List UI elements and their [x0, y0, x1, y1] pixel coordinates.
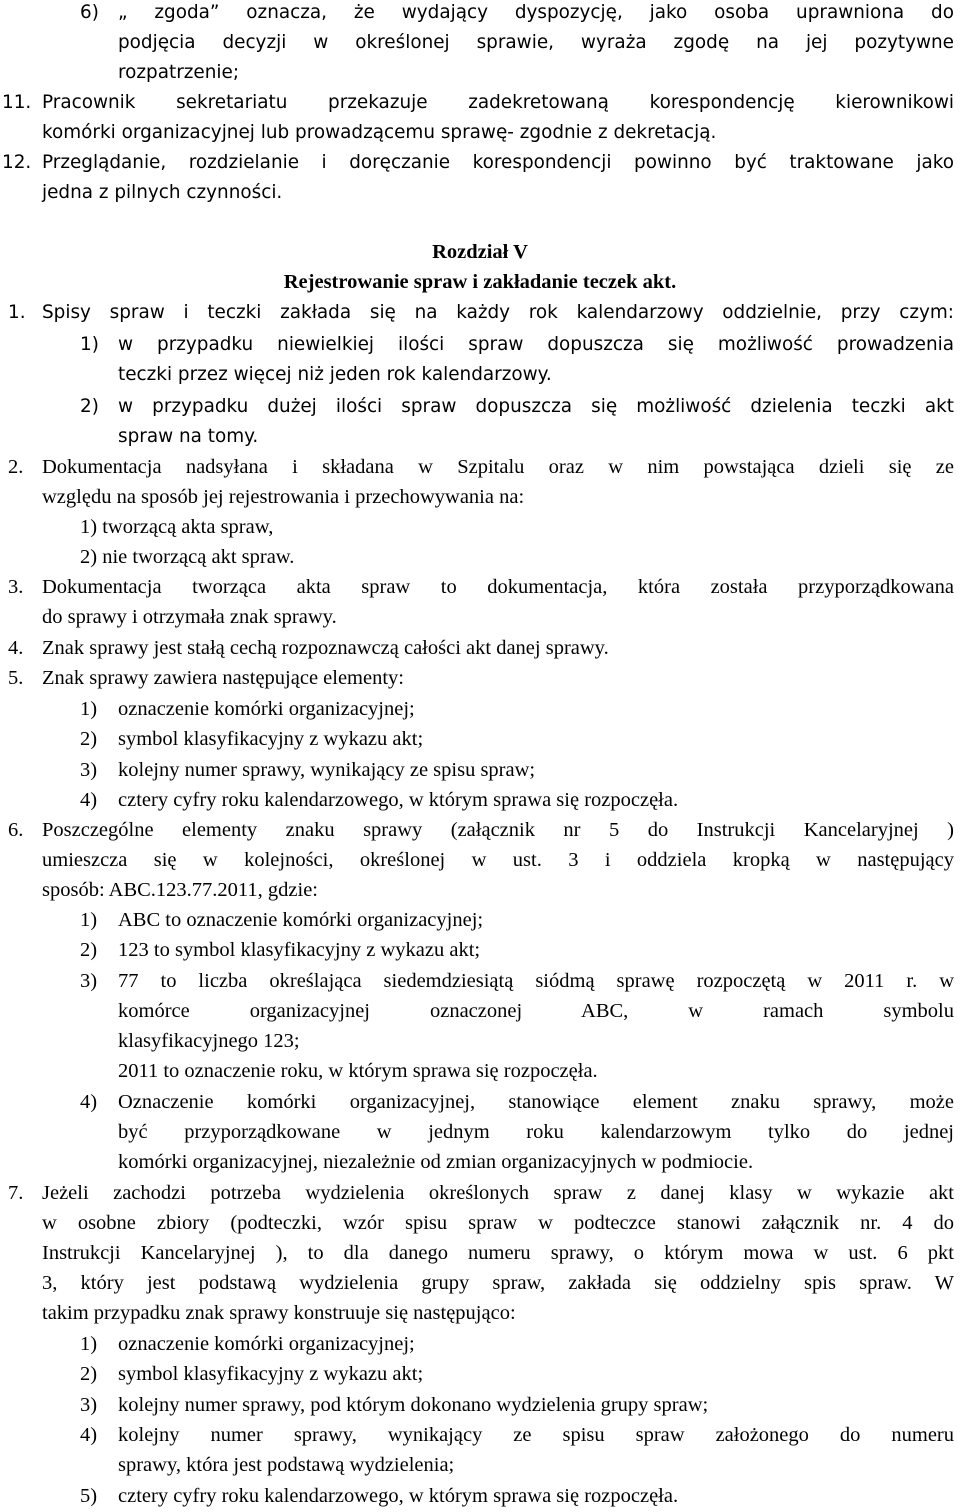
- paragraph-line: spraw na tomy.: [118, 426, 259, 447]
- list-number: 2): [80, 939, 98, 961]
- list-item: być przyporządkowane w jednym roku kalendarzowym tylko do jednej: [118, 1121, 954, 1143]
- list-item: sprawy, która jest podstawą wydzielenia;: [118, 1454, 455, 1476]
- list-number: 2): [80, 1363, 98, 1385]
- list-number: 4): [80, 789, 98, 811]
- paragraph-line: w przypadku dużej ilości spraw dopuszcza się możliwość dzielenia teczki akt: [118, 396, 954, 417]
- paragraph-line: sposób: ABC.123.77.2011, gdzie:: [42, 879, 318, 901]
- list-number: 12.: [2, 152, 32, 173]
- list-number: 1): [80, 698, 98, 720]
- list-number: 6): [80, 2, 99, 23]
- list-item: 2011 to oznaczenie roku, w którym sprawa się rozpoczęła.: [118, 1060, 598, 1082]
- list-number: 1): [80, 909, 98, 931]
- list-number: 4): [80, 1424, 98, 1446]
- chapter-heading: Rozdział V: [432, 241, 528, 263]
- list-item: klasyfikacyjnego 123;: [118, 1030, 300, 1052]
- list-item: Oznaczenie komórki organizacyjnej, stanowiące element znaku sprawy, może: [118, 1091, 954, 1113]
- list-item: oznaczenie komórki organizacyjnej;: [118, 1333, 415, 1355]
- list-item: symbol klasyfikacyjny z wykazu akt;: [118, 1363, 424, 1385]
- paragraph-line: 3, który jest podstawą wydzielenia grupy spraw, zakłada się oddzielny spis spraw. W: [42, 1272, 954, 1294]
- list-number: 11.: [2, 92, 32, 113]
- paragraph-line: Poszczególne elementy znaku sprawy (załącznik nr 5 do Instrukcji Kancelaryjnej ): [42, 819, 954, 841]
- paragraph-line: „ zgoda” oznacza, że wydający dyspozycję, jako osoba uprawniona do: [118, 2, 954, 23]
- list-number: 3): [80, 970, 98, 992]
- list-number: 2): [80, 396, 99, 417]
- list-item: kolejny numer sprawy, wynikający ze spisu spraw;: [118, 759, 536, 781]
- list-item: kolejny numer sprawy, wynikający ze spisu spraw założonego do numeru: [118, 1424, 954, 1446]
- list-number: 2): [80, 728, 98, 750]
- paragraph-line: Dokumentacja nadsyłana i składana w Szpitalu oraz w nim powstająca dzieli się ze: [42, 456, 954, 478]
- list-number: 5.: [8, 667, 24, 689]
- list-number: 7.: [8, 1182, 24, 1204]
- paragraph-line: Znak sprawy jest stałą cechą rozpoznawczą całości akt danej sprawy.: [42, 637, 609, 659]
- list-number: 2.: [8, 456, 24, 478]
- paragraph-line: rozpatrzenie;: [118, 62, 240, 83]
- list-item: oznaczenie komórki organizacyjnej;: [118, 698, 415, 720]
- list-item: 77 to liczba określająca siedemdziesiątą siódmą sprawę rozpoczętą w 2011 r. w: [118, 970, 954, 992]
- paragraph-line: Dokumentacja tworząca akta spraw to dokumentacja, która została przyporządkowana: [42, 576, 954, 598]
- list-item: komórki organizacyjnej, niezależnie od zmian organizacyjnych w podmiocie.: [118, 1151, 754, 1173]
- list-number: 3.: [8, 576, 24, 598]
- list-item: komórce organizacyjnej oznaczonej ABC, w ramach symbolu: [118, 1000, 954, 1022]
- paragraph-line: Spisy spraw i teczki zakłada się na każdy rok kalendarzowy oddzielnie, przy czym:: [42, 302, 954, 323]
- paragraph-line: teczki przez więcej niż jeden rok kalendarzowy.: [118, 364, 552, 385]
- list-number: 1): [80, 1333, 98, 1355]
- paragraph-line: w przypadku niewielkiej ilości spraw dopuszcza się możliwość prowadzenia: [118, 334, 954, 355]
- paragraph-line: umieszcza się w kolejności, określonej w ust. 3 i oddziela kropką w następujący: [42, 849, 954, 871]
- paragraph-line: komórki organizacyjnej lub prowadzącemu sprawę- zgodnie z dekretacją.: [42, 122, 717, 143]
- paragraph-line: podjęcia decyzji w określonej sprawie, wyraża zgodę na jej pozytywne: [118, 32, 954, 53]
- list-number: 4.: [8, 637, 24, 659]
- paragraph-line: Pracownik sekretariatu przekazuje zadekretowaną korespondencję kierownikowi: [42, 92, 954, 113]
- list-number: 1.: [8, 302, 26, 323]
- list-item: cztery cyfry roku kalendarzowego, w którym sprawa się rozpoczęła.: [118, 1485, 679, 1507]
- paragraph-line: Instrukcji Kancelaryjnej ), to dla danego numeru sprawy, o którym mowa w ust. 6 pkt: [42, 1242, 954, 1264]
- list-number: 4): [80, 1091, 98, 1113]
- list-number: 5): [80, 1485, 98, 1507]
- paragraph-line: jedna z pilnych czynności.: [42, 182, 283, 203]
- paragraph-line: Jeżeli zachodzi potrzeba wydzielenia określonych spraw z danej klasy w wykazie akt: [42, 1182, 954, 1204]
- list-number: 6.: [8, 819, 24, 841]
- list-item: symbol klasyfikacyjny z wykazu akt;: [118, 728, 424, 750]
- list-number: 3): [80, 1394, 98, 1416]
- list-number: 3): [80, 759, 98, 781]
- list-number: 1): [80, 334, 99, 355]
- chapter-title: Rejestrowanie spraw i zakładanie teczek akt.: [283, 271, 677, 293]
- list-item: ABC to oznaczenie komórki organizacyjnej;: [118, 909, 484, 931]
- paragraph-line: Przeglądanie, rozdzielanie i doręczanie korespondencji powinno być traktowane jako: [42, 152, 954, 173]
- list-item: kolejny numer sprawy, pod którym dokonano wydzielenia grupy spraw;: [118, 1394, 709, 1416]
- list-item: 1) tworzącą akta spraw,: [80, 516, 274, 538]
- paragraph-line: do sprawy i otrzymała znak sprawy.: [42, 606, 337, 628]
- paragraph-line: takim przypadku znak sprawy konstruuje się następująco:: [42, 1302, 516, 1324]
- paragraph-line: w osobne zbiory (podteczki, wzór spisu spraw w podteczce stanowi załącznik nr. 4 do: [42, 1212, 954, 1234]
- list-item: 123 to symbol klasyfikacyjny z wykazu akt;: [118, 939, 481, 961]
- paragraph-line: względu na sposób jej rejestrowania i przechowywania na:: [42, 486, 525, 508]
- paragraph-line: Znak sprawy zawiera następujące elementy:: [42, 667, 404, 689]
- list-item: cztery cyfry roku kalendarzowego, w którym sprawa się rozpoczęła.: [118, 789, 679, 811]
- list-item: 2) nie tworzącą akt spraw.: [80, 546, 295, 568]
